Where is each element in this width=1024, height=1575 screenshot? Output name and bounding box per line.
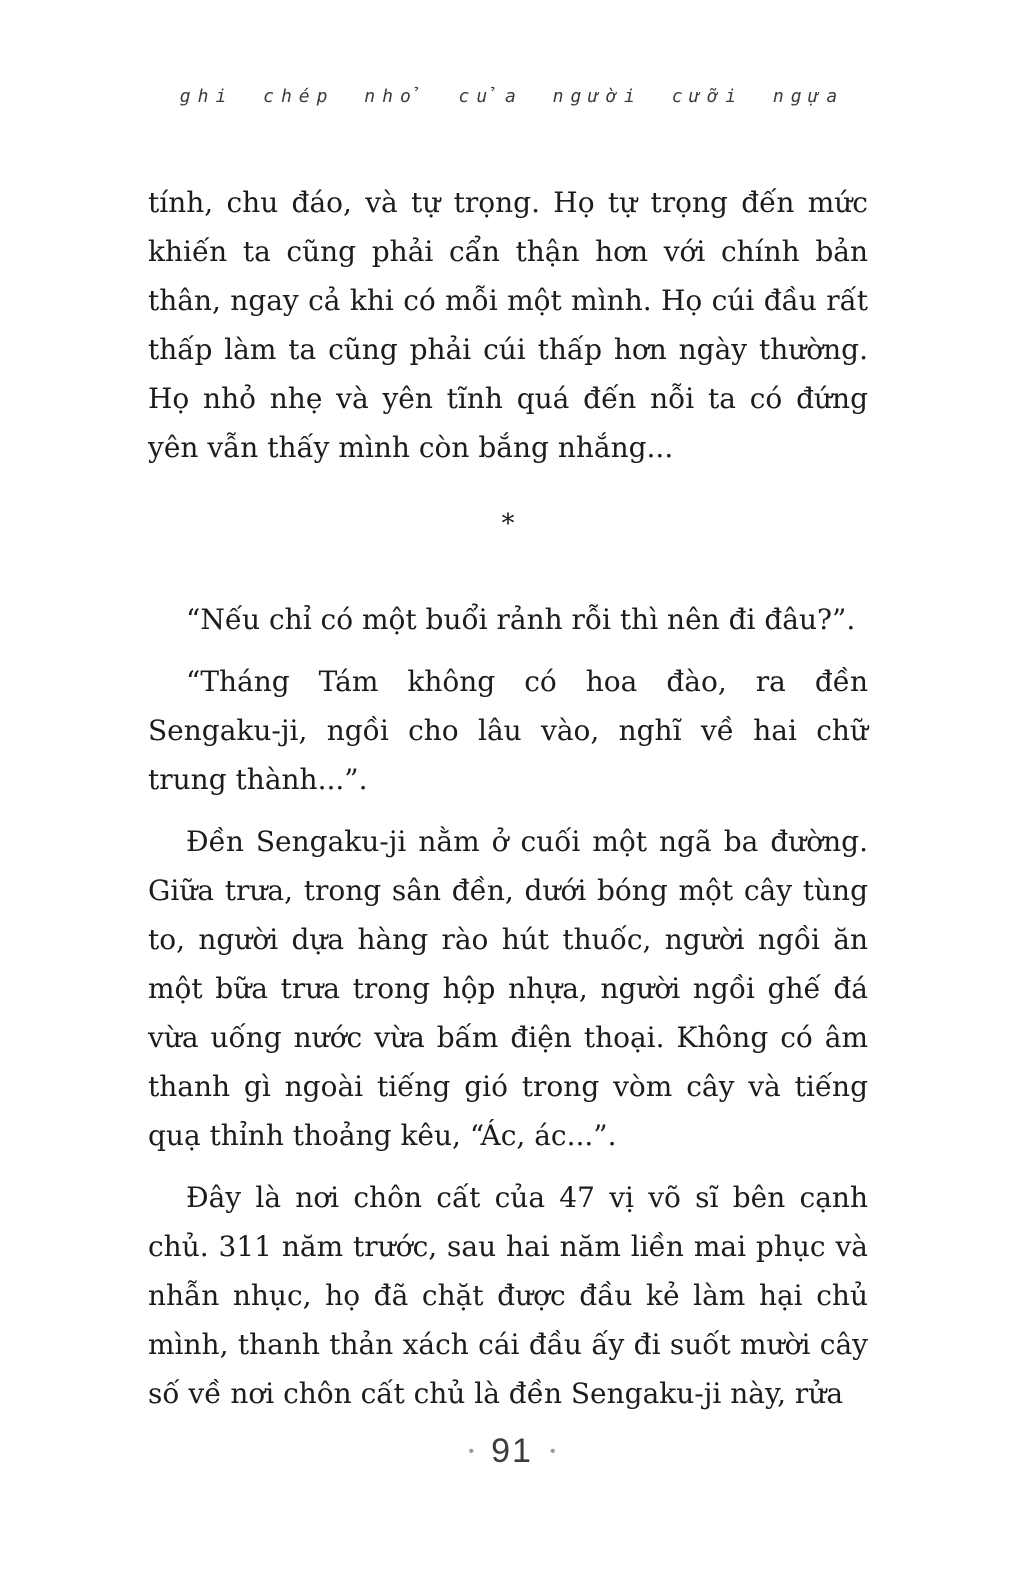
running-header-text: ghi chép nhỏ của người cưỡi ngựa (179, 86, 845, 107)
paragraph: tính, chu đáo, và tự trọng. Họ tự trọng đến mức khiến ta cũng phải cẩn thận hơn với chính bản thân, ngay cả khi có mỗi một mình. Họ cúi đầu rất thấp làm ta cũng phải cúi thấp hơn ngày thường. Họ nhỏ nhẹ và yên tĩnh quá đến nỗi ta có đứng yên vẫn thấy mình còn bắng nhắng... (148, 186, 868, 464)
page-body (148, 178, 868, 1431)
paragraph: Đây là nơi chôn cất của 47 vị võ sĩ bên cạnh chủ. 311 năm trước, sau hai năm liền mai phục và nhẫn nhục, họ đã chặt được đầu kẻ làm hại chủ mình, thanh thản xách cái đầu ấy đi suốt mười cây số về nơi chôn cất chủ là đền Sengaku-ji này, rửa (148, 1181, 868, 1410)
paragraph: “Tháng Tám không có hoa đào, ra đền Sengaku-ji, ngồi cho lâu vào, nghĩ về hai chữ trung thành...”. (148, 665, 868, 796)
running-header (0, 86, 1024, 107)
folio-dot-left: • (468, 1442, 475, 1460)
page-footer (0, 1432, 1024, 1471)
folio-dot-right: • (549, 1442, 556, 1460)
paragraph: “Nếu chỉ có một buổi rảnh rỗi thì nên đi đâu?”. (186, 603, 856, 636)
section-separator: * (501, 509, 515, 539)
paragraph: Đền Sengaku-ji nằm ở cuối một ngã ba đường. Giữa trưa, trong sân đền, dưới bóng một cây tùng to, người dựa hàng rào hút thuốc, người ngồi ăn một bữa trưa trong hộp nhựa, người ngồi ghế đá vừa uống nước vừa bấm điện thoại. Không có âm thanh gì ngoài tiếng gió trong vòm cây và tiếng quạ thỉnh thoảng kêu, “Ác, ác...”. (148, 825, 868, 1152)
page-number: 91 (491, 1432, 533, 1470)
